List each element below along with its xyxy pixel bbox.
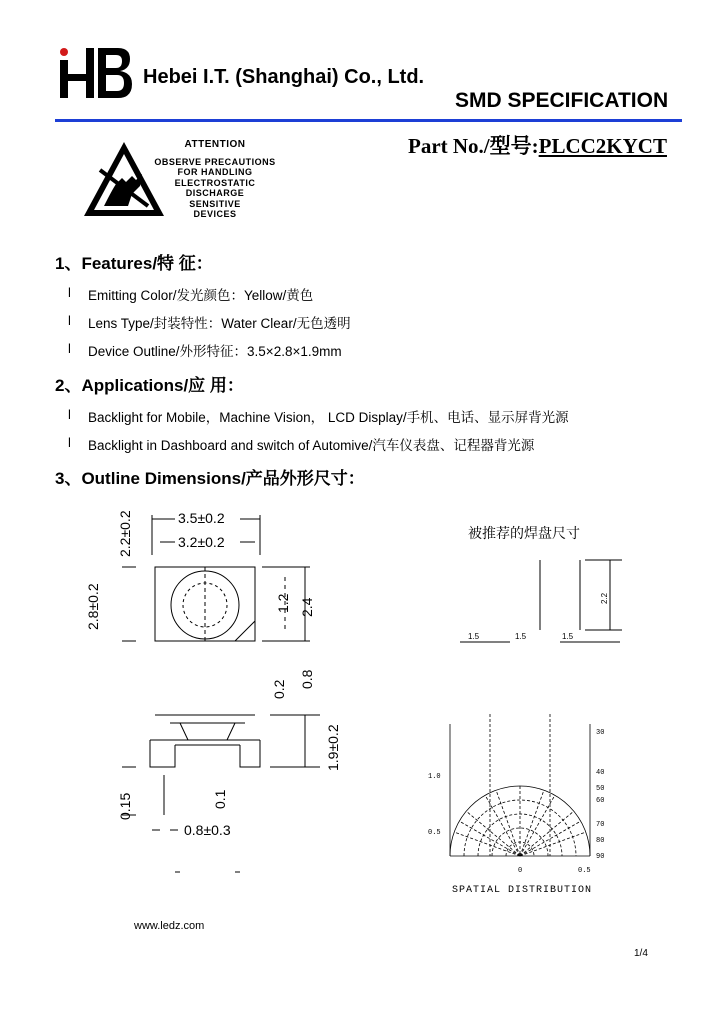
part-value: PLCC2KYCT	[538, 134, 667, 158]
attention-line: DEVICES	[193, 209, 237, 219]
dim-foot-left: 0.15	[117, 792, 133, 820]
pad-title: 被推荐的焊盘尺寸	[468, 527, 580, 542]
angle-label: 50	[596, 785, 605, 793]
company-logo	[58, 44, 134, 100]
pad-dim-a: 1.5	[468, 632, 480, 641]
feature-item: Device Outline/外形特征：3.5×2.8×1.9mm	[88, 344, 342, 359]
attention-line: FOR HANDLING	[177, 167, 253, 177]
polarity-mark	[235, 621, 255, 641]
spatial-distribution-chart	[420, 702, 620, 900]
dim-side-d2: 0.8	[299, 669, 315, 689]
header-divider	[55, 119, 682, 122]
attention-title: ATTENTION	[184, 139, 246, 150]
feature-item: Emitting Color/发光颜色：Yellow/黄色	[88, 288, 314, 303]
dim-top-height: 2.2±0.2	[117, 510, 133, 557]
pad-layout-drawing	[440, 518, 640, 658]
angle-label: 40	[596, 769, 605, 777]
angle-label: 80	[596, 837, 605, 845]
dim-side-d1: 0.2	[271, 679, 287, 699]
angle-label: 30	[596, 729, 605, 737]
dim-side-height: 1.9±0.2	[325, 724, 341, 771]
part-label: Part No./型号:	[408, 134, 539, 158]
spatial-caption: SPATIAL DISTRIBUTION	[452, 885, 593, 896]
dim-left-height: 2.8±0.2	[85, 583, 101, 630]
page-number: 1/4	[634, 948, 648, 959]
bullet: l	[68, 435, 71, 450]
part-number	[408, 130, 667, 160]
attention-line: OBSERVE PRECAUTIONS	[154, 156, 276, 167]
bullet: l	[68, 285, 71, 300]
axis-label-left-1: 1.0	[428, 773, 441, 781]
bullet: l	[68, 407, 71, 422]
document-type: SMD SPECIFICATION	[455, 89, 669, 112]
angle-label: 60	[596, 797, 605, 805]
angle-label: 70	[596, 821, 605, 829]
attention-line: SENSITIVE	[189, 198, 241, 209]
attention-text	[150, 140, 280, 220]
applications-heading: 2、Applications/应 用：	[55, 376, 244, 395]
outline-drawing	[80, 495, 370, 890]
application-item: Backlight in Dashboard and switch of Automive/汽车仪表盘、记程器背光源	[88, 438, 535, 453]
bullet: l	[68, 341, 71, 356]
features-heading: 1、Features/特 征：	[55, 254, 213, 273]
company-name: Hebei I.T. (Shanghai) Co., Ltd.	[143, 66, 425, 88]
feature-item: Lens Type/封装特性：Water Clear/无色透明	[88, 316, 351, 331]
axis-label-bottom-0: 0	[518, 867, 523, 875]
dim-outer-width: 3.5±0.2	[178, 510, 225, 526]
dim-right-height: 2.4	[299, 597, 315, 617]
dim-mid-height: 1.2	[275, 593, 291, 613]
angle-label: 90	[596, 853, 605, 861]
dim-pitch: 0.8±0.3	[184, 822, 231, 838]
attention-line: ELECTROSTATIC	[174, 177, 256, 188]
application-item: Backlight for Mobile，Machine Vision， LCD Display/手机、电话、显示屏背光源	[88, 410, 569, 425]
dim-inner-width: 3.2±0.2	[178, 534, 225, 550]
pad-dim-h: 2.2	[600, 592, 609, 604]
axis-label-bottom-05: 0.5	[578, 867, 591, 875]
bullet: l	[68, 313, 71, 328]
axis-label-left-2: 0.5	[428, 829, 441, 837]
dim-foot-mid: 0.1	[212, 789, 228, 809]
attention-line: DISCHARGE	[185, 188, 245, 198]
pad-dim-b: 1.5	[515, 632, 527, 641]
pad-dim-c: 1.5	[562, 632, 574, 641]
outline-heading: 3、Outline Dimensions/产品外形尺寸：	[55, 469, 365, 488]
website-url: www.ledz.com	[134, 920, 205, 932]
